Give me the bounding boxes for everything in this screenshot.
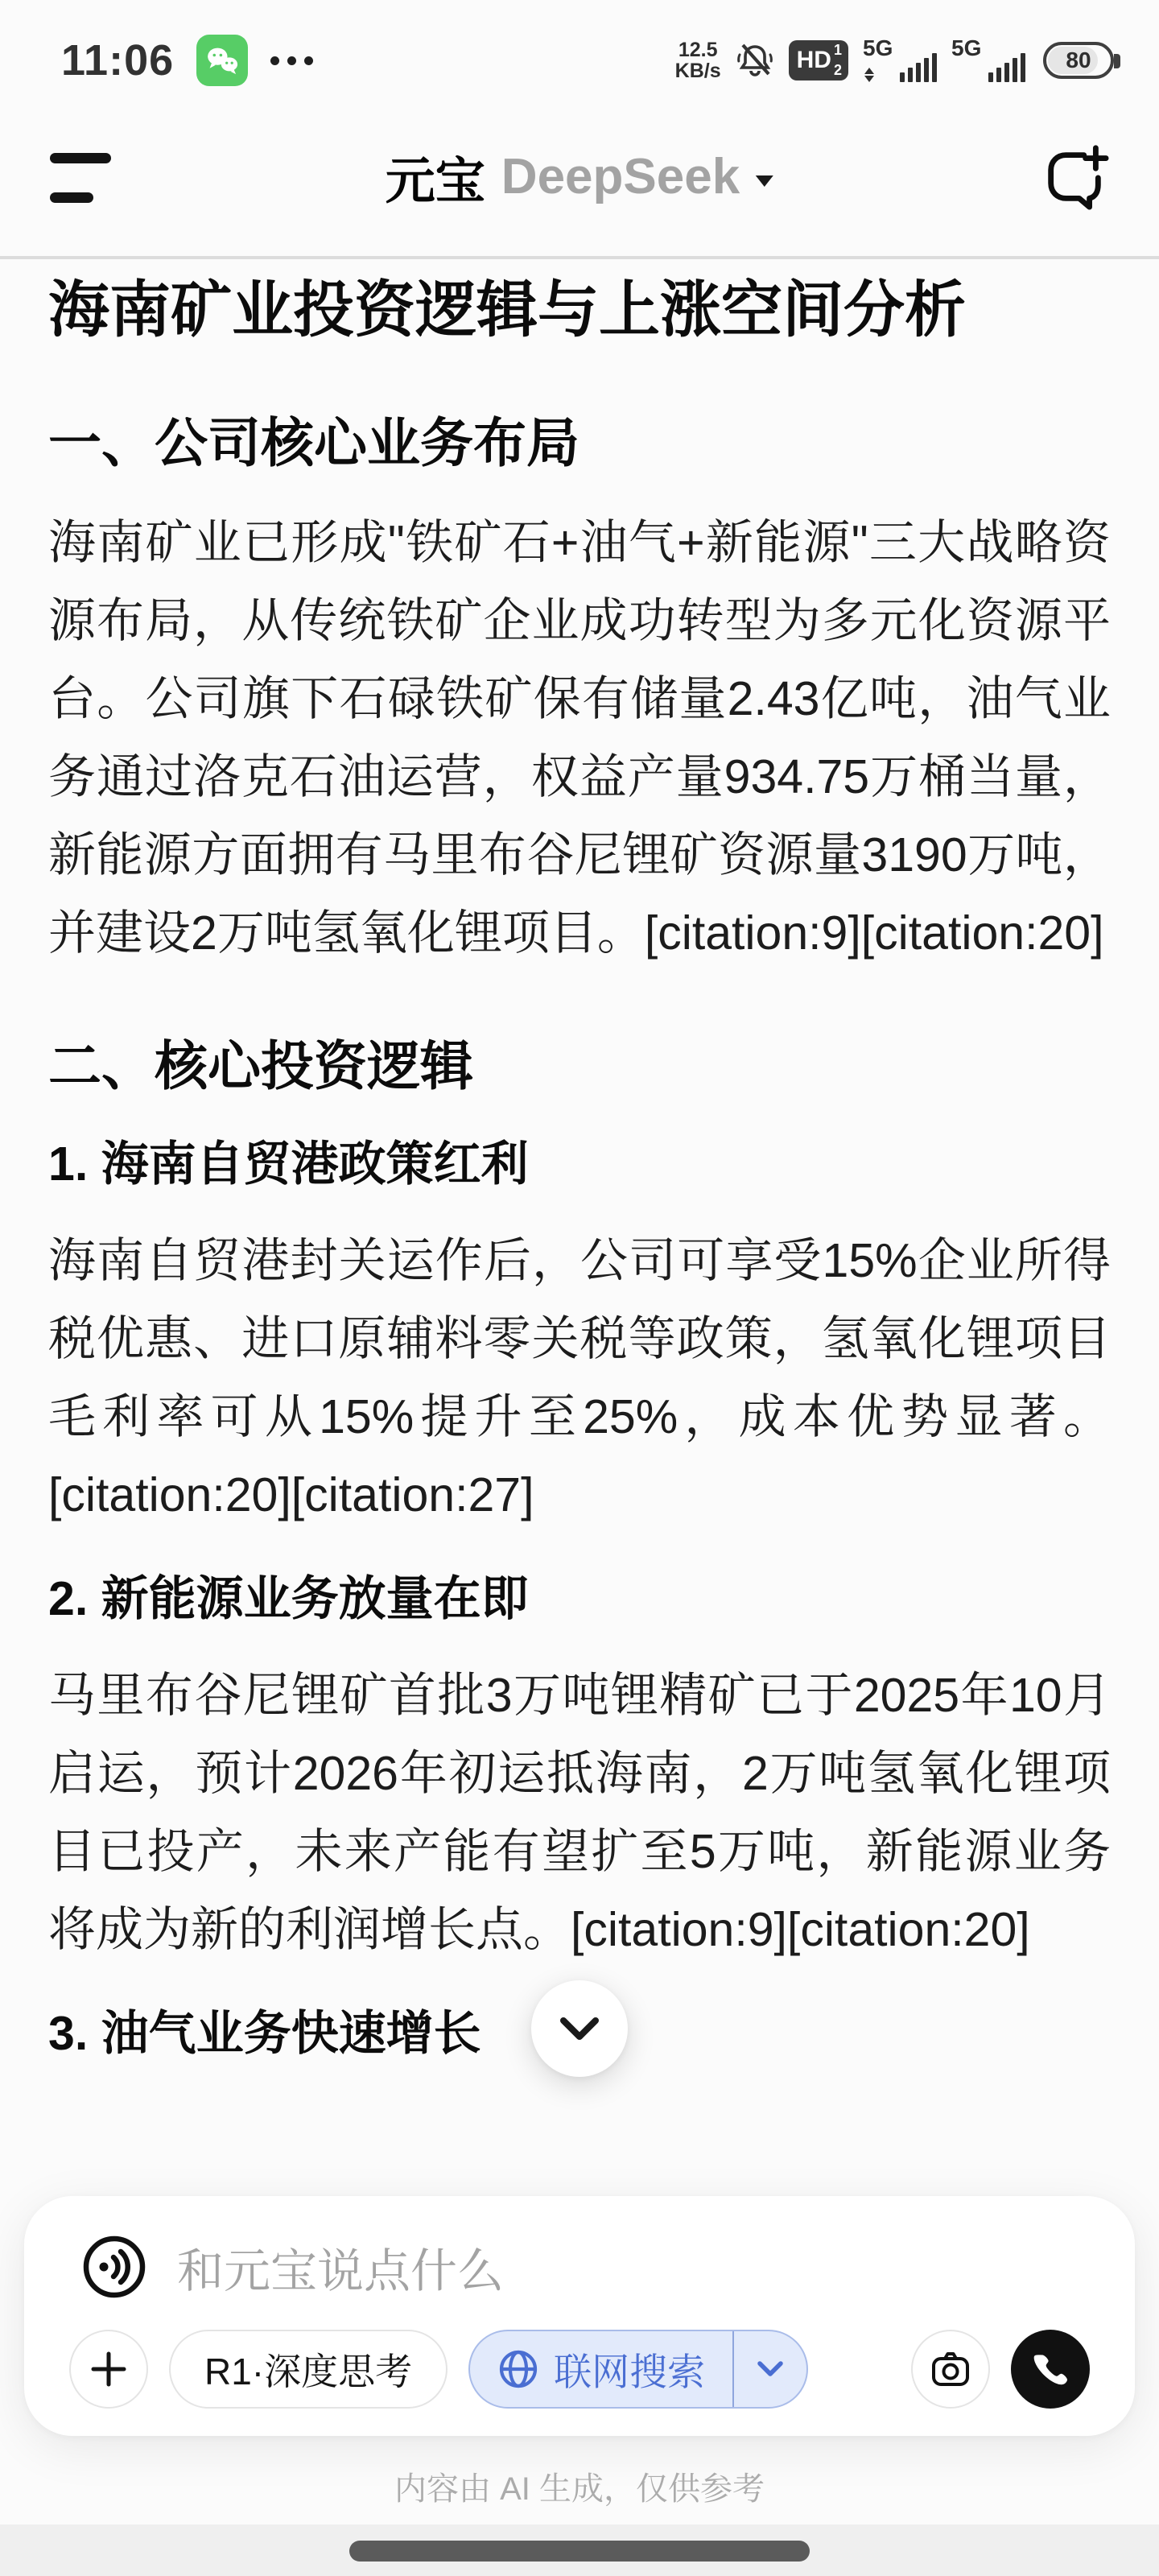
- composer-toolbar: [69, 2330, 1090, 2409]
- ai-disclaimer: 内容由 AI 生成，仅供参考: [394, 2471, 765, 2507]
- section1-heading: 一、公司核心业务布局: [48, 413, 580, 473]
- chevron-down-icon: [757, 2360, 784, 2378]
- web-search-dropdown[interactable]: [734, 2331, 806, 2407]
- sub2-paragraph: 马里布谷尼锂矿首批3万吨锂精矿已于2025年10月启运，预计2026年初运抵海南，2万吨氢氧化锂项目已投产，未来产能有望扩至5万吨，新能源业务将成为新的利润增长点。[citation:9][citation:20]: [48, 1669, 1111, 1956]
- section1-paragraph: 海南矿业已形成"铁矿石+油气+新能源"三大战略资源布局，从传统铁矿企业成功转型为多元化资源平台。公司旗下石碌铁矿保有储量2.43亿吨，油气业务通过洛克石油运营，权益产量934.75万桶当量，新能源方面拥有马里布谷尼锂矿资源量3190万吨，并建设2万吨氢氧化锂项目。[citation:9][citation:20]: [48, 516, 1111, 960]
- model-title: DeepSeek: [501, 148, 740, 204]
- network-speed-unit: KB/s: [674, 60, 721, 82]
- app-header: [0, 98, 1159, 254]
- web-search-label: 联网搜索: [554, 2350, 706, 2393]
- composer-card: [24, 2196, 1135, 2436]
- article-title: 海南矿业投资逻辑与上涨空间分析: [48, 276, 966, 345]
- sub2-heading: 2. 新能源业务放量在即: [48, 1572, 529, 1625]
- gesture-area: [0, 2524, 1159, 2576]
- clock: 11:06: [61, 36, 175, 85]
- globe-icon: [497, 2348, 539, 2390]
- model-dropdown-caret: [756, 175, 773, 187]
- status-bar-left: [61, 35, 313, 86]
- new-chat-icon[interactable]: [1040, 142, 1109, 211]
- sub3-heading-clipped: 3. 油气业务快速增长: [48, 2007, 481, 2060]
- status-bar: [0, 0, 1159, 98]
- wechat-notification-icon: [196, 35, 248, 86]
- camera-icon: [930, 2348, 971, 2390]
- more-notifications-dots: [270, 56, 313, 65]
- network-speed: [675, 39, 721, 81]
- chat-message-content: [48, 259, 1111, 2196]
- app-title: 元宝: [385, 153, 485, 209]
- model-selector[interactable]: [386, 141, 773, 213]
- mute-bell-icon: [736, 41, 774, 80]
- sub1-paragraph: 海南自贸港封关运作后，公司可享受15%企业所得税优惠、进口原辅料零关税等政策，氢氧化锂项目毛利率可从15%提升至25%，成本优势显著。[citation:20][citation:27]: [48, 1234, 1111, 1521]
- sub1-heading: 1. 海南自贸港政策红利: [48, 1137, 529, 1191]
- plus-icon: [91, 2351, 126, 2387]
- sim2-signal: 5G: [951, 37, 1025, 84]
- section2-heading: 二、核心投资逻辑: [48, 1036, 473, 1096]
- voice-input-icon[interactable]: [80, 2233, 148, 2301]
- phone-icon: [1031, 2350, 1070, 2388]
- sim1-signal: 5G: [863, 37, 937, 84]
- hd-sim-numbers: 1 2: [833, 42, 842, 78]
- network-speed-value: 12.5: [678, 39, 718, 61]
- web-search-button[interactable]: [468, 2330, 808, 2409]
- signal-bars-icon: [900, 53, 937, 82]
- menu-icon[interactable]: [50, 150, 114, 203]
- attach-plus-button[interactable]: [69, 2330, 148, 2409]
- signal-bars-icon: [988, 53, 1025, 82]
- data-activity-arrows: [864, 68, 874, 82]
- web-search-main[interactable]: [470, 2331, 732, 2407]
- home-indicator-bar[interactable]: [349, 2541, 810, 2562]
- chevron-down-icon: [559, 2016, 600, 2041]
- status-bar-right: [675, 37, 1114, 84]
- wechat-bubbles-icon: [201, 39, 243, 81]
- battery-indicator: 80: [1043, 42, 1114, 79]
- camera-button[interactable]: [911, 2330, 990, 2409]
- voice-call-button[interactable]: [1011, 2330, 1090, 2409]
- hd-volte-badge: HD 1 2: [789, 40, 848, 80]
- composer-input-row[interactable]: [80, 2233, 1079, 2301]
- composer-placeholder[interactable]: 和元宝说点什么: [177, 2245, 505, 2297]
- scroll-to-bottom-button[interactable]: [531, 1980, 628, 2077]
- deep-think-mode-button[interactable]: R1·深度思考: [169, 2330, 448, 2409]
